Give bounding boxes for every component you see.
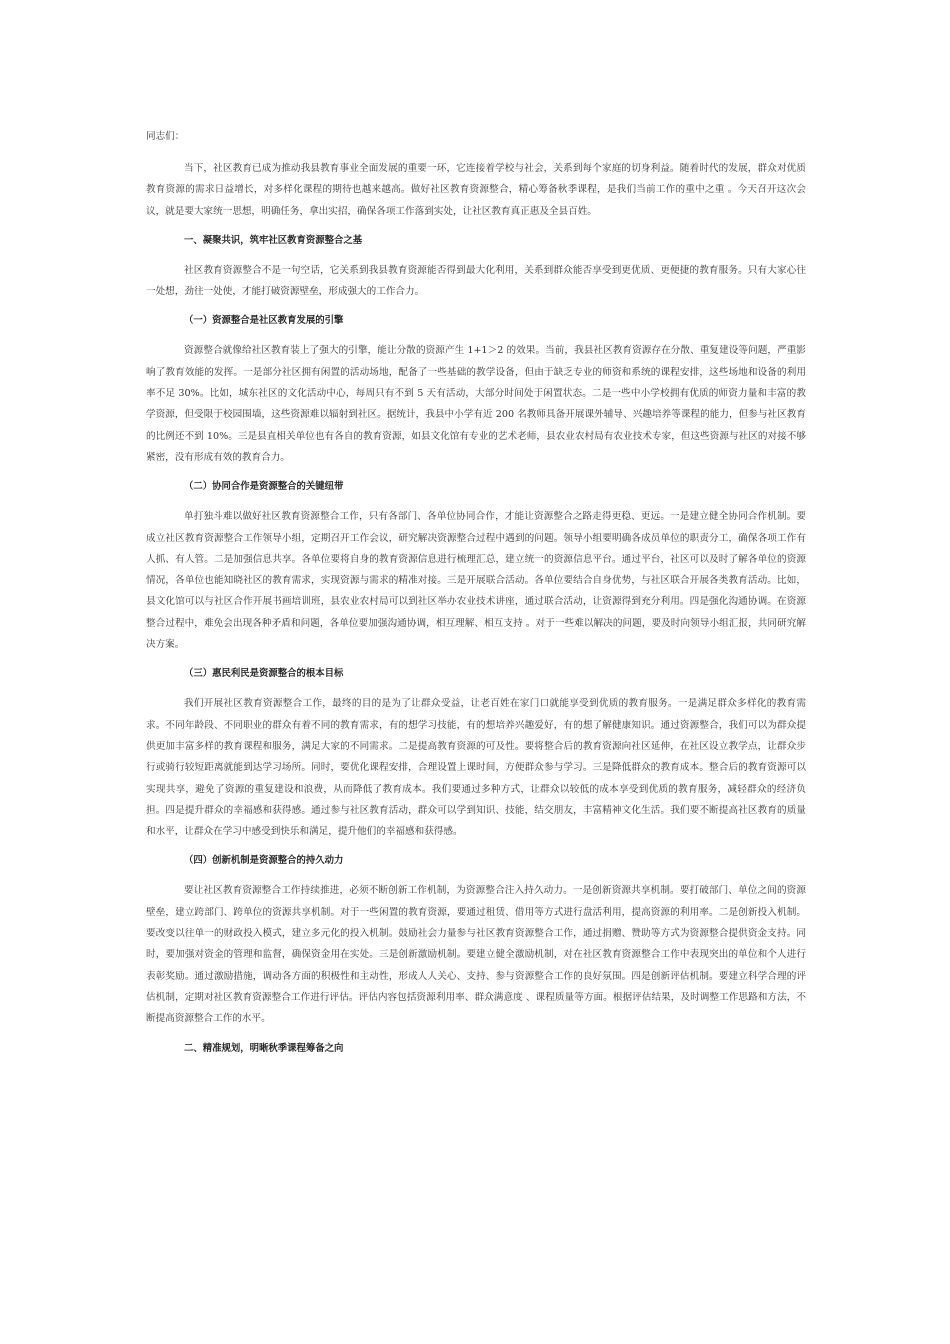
subsection-4-paragraph: 要让社区教育资源整合工作持续推进，必须不断创新工作机制，为资源整合注入持久动力。一是创新资源共享机制。要打破部门、单位之间的资源壁垒，建立跨部门、跨单位的资源共享机制。对于一些闲置的教育资源，要通过租赁、借用等方式进行盘活利用，提高资源的利用率。二是创新投入机制。要改变以往单一的财政投入模式，建立多元化的投入机制。鼓励社会力量参与社区教育资源整合工作，通过捐赠、赞助等方式为资源整合提供资金支持。同时，要加强对资金的管理和监督，确保资金用在实处。三是创新激励机制。要建立健全激励机制，对在社区教育资源整合工作中表现突出的单位和个人进行表彰奖励。通过激励措施，调动各方面的积极性和主动性，形成人人关心、支持、参与资源整合工作的良好氛围。四是创新评估机制。要建立科学合理的评估机制，定期对社区教育资源整合工作进行评估。评估内容包括资源利用率、群众满意度 、课程质量等方面。根据评估结果，及时调整工作思路和方法，不断提高资源整合工作的水平。	[146, 885, 806, 1025]
subsection-2-paragraph: 单打独斗难以做好社区教育资源整合工作，只有各部门、各单位协同合作，才能让资源整合之路走得更稳、更远。一是建立健全协同合作机制。要成立社区教育资源整合工作领导小组，定期召开工作会议，研究解决资源整合过程中遇到的问题。领导小组要明确各成员单位的职责分工，确保各项工作有人抓、有人管。二是加强信息共享。各单位要将自身的教育资源信息进行梳理汇总，建立统一的资源信息平台。通过平台，社区可以及时了解各单位的资源情况，各单位也能知晓社区的教育需求，实现资源与需求的精准对接。三是开展联合活动。各单位要结合自身优势，与社区联合开展各类教育活动。比如，县文化馆可以与社区合作开展书画培训班，县农业农村局可以到社区举办农业技术讲座，通过联合活动，让资源得到充分利用。四是强化沟通协调。在资源整合过程中，难免会出现各种矛盾和问题，各单位要加强沟通协调，相互理解、相互支持 。对于一些难以解决的问题，要及时向领导小组汇报，共同研究解决方案。	[146, 511, 806, 651]
subsection-3-paragraph: 我们开展社区教育资源整合工作，最终的目的是为了让群众受益，让老百姓在家门口就能享受到优质的教育服务。一是满足群众多样化的教育需求。不同年龄段、不同职业的群众有着不同的教育需求，有的想学习技能，有的想培养兴趣爱好，有的想了解健康知识。通过资源整合，我们可以为群众提供更加丰富多样的教育课程和服务，满足大家的不同需求。二是提高教育资源的可及性。要将整合后的教育资源向社区延伸，在社区设立教学点，让群众步行或骑行较短距离就能到达学习场所。同时，要优化课程安排，合理设置上课时间，方便群众参与学习。三是降低群众的教育成本。整合后的教育资源可以实现共享，避免了资源的重复建设和浪费，从而降低了教育成本。我们要通过多种方式，让群众以较低的成本享受到优质的教育服务，减轻群众的经济负担。四是提升群众的幸福感和获得感。通过参与社区教育活动，群众可以学到知识、技能，结交朋友，丰富精神文化生活。我们要不断提高社区教育的质量和水平，让群众在学习中感受到快乐和满足，提升他们的幸福感和获得感。	[146, 698, 806, 838]
subsection-1-heading: （一）资源整合是社区教育发展的引擎	[184, 315, 344, 327]
section-1-heading: 一、凝聚共识，筑牢社区教育资源整合之基	[184, 234, 363, 246]
section-2-heading: 二、精准规划，明晰秋季课程筹备之向	[184, 1042, 344, 1054]
subsection-2-heading: （二）协同合作是资源整合的关键纽带	[184, 481, 344, 493]
salutation: 同志们：	[146, 131, 185, 142]
subsection-1-paragraph: 资源整合就像给社区教育装上了强大的引擎，能让分散的资源产生 1+1＞2 的效果。当前，我县社区教育资源存在分散、重复建设等问题，严重影响了教育效能的发挥。一是部分社区拥有闲置的活动场地，配备了一些基础的教学设备，但由于缺乏专业的师资和系统的课程安排，这些场地和设备的利用率不足 30%。比如，城东社区的文化活动中心，每周只有不到 5 天有活动，大部分时间处于闲置状态。二是一些中小学校拥有优质的师资力量和丰富的教学资源，但受限于校园围墙，这些资源难以辐射到社区。据统计，我县中小学有近 200 名教师具备开展课外辅导、兴趣培养等课程的能力，但参与社区教育的比例还不到 10%。三是县直相关单位也有各自的教育资源，如县文化馆有专业的艺术老师，县农业农村局有农业技术专家，但这些资源与社区的对接不够紧密，没有形成有效的教育合力。	[146, 345, 806, 463]
document-page	[146, 126, 806, 1068]
subsection-3-heading: （三）惠民利民是资源整合的根本目标	[184, 668, 344, 680]
section-1-paragraph: 社区教育资源整合不是一句空话，它关系到我县教育资源能否得到最大化利用，关系到群众能否享受到更优质、更便捷的教育服务。只有大家心往一处想，劲往一处使，才能打破资源壁垒，形成强大的工作合力。	[146, 264, 806, 298]
intro-paragraph: 当下，社区教育已成为推动我县教育事业全面发展的重要一环，它连接着学校与社会，关系到每个家庭的切身利益。随着时代的发展，群众对优质教育资源的需求日益增长，对多样化课程的期待也越来越高。做好社区教育资源整合，精心筹备秋季课程，是我们当前工作的重中之重 。今天召开这次会议，就是要大家统一思想，明确任务，拿出实招，确保各项工作落到实处，让社区教育真正惠及全县百姓。	[146, 163, 806, 217]
subsection-4-heading: （四）创新机制是资源整合的持久动力	[184, 855, 344, 867]
